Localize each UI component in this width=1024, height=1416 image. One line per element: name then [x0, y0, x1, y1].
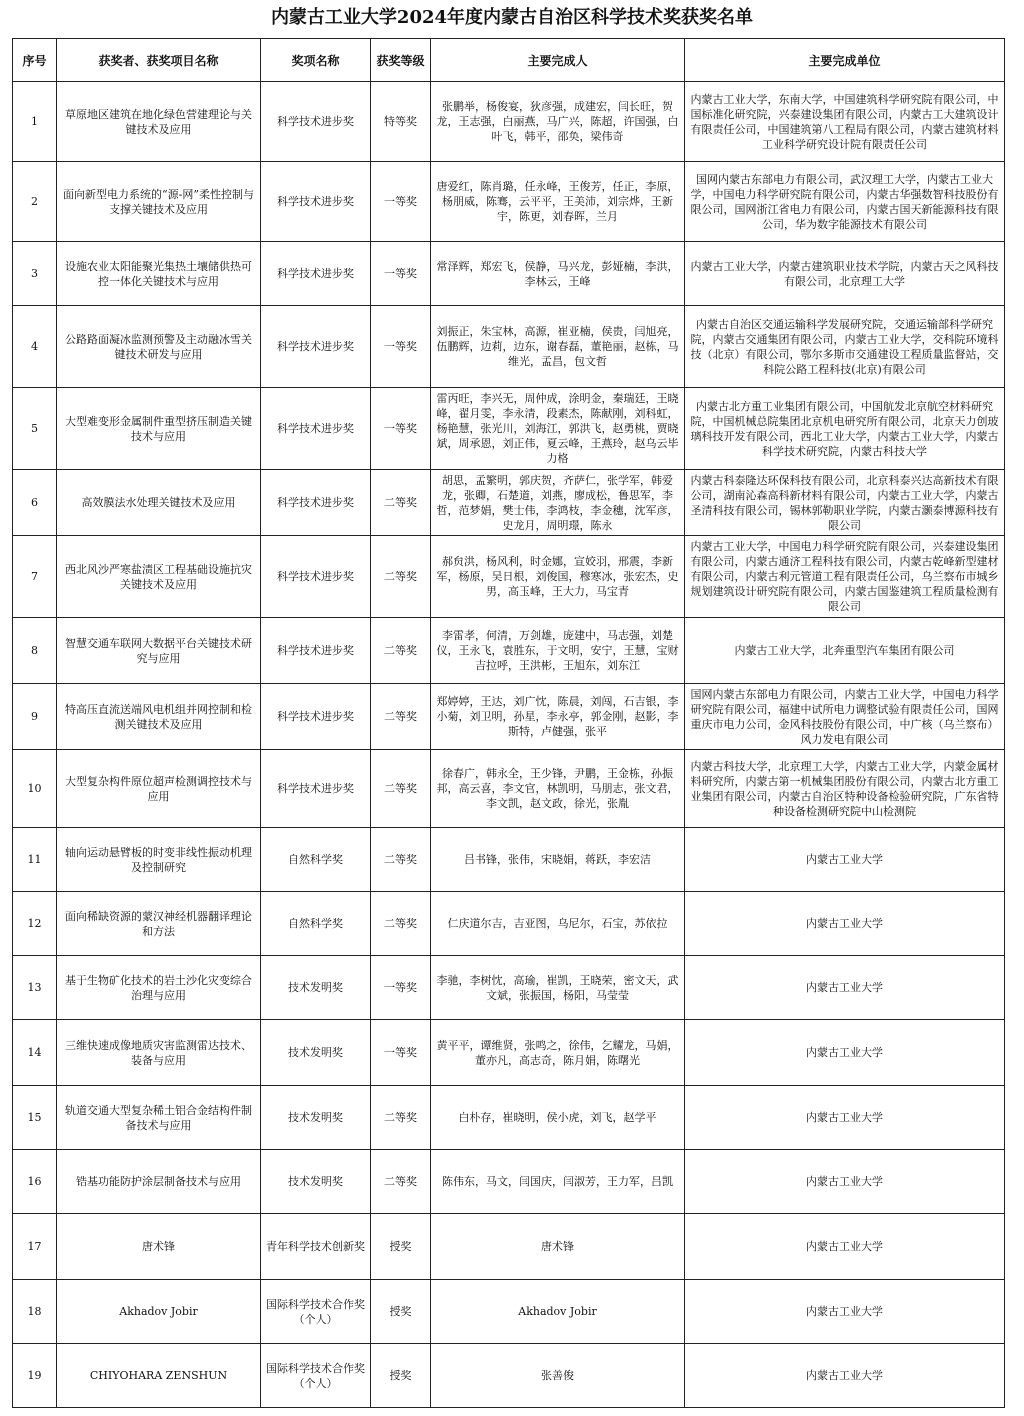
cell-award-level: [371, 242, 431, 306]
header-units: 主要完成单位: [685, 39, 1005, 82]
cell-award-level: [371, 306, 431, 388]
cell-award-name: [261, 892, 371, 956]
cell-award-name: [261, 1344, 371, 1408]
cell-award-level: [371, 536, 431, 618]
cell-project-name: [57, 1214, 261, 1280]
cell-main-units: [685, 242, 1005, 306]
cell-no-text: 8: [31, 644, 38, 657]
cell-award-level-text: 二等奖: [384, 644, 417, 657]
cell-project-name: [57, 750, 261, 828]
cell-award-level-text: 一等奖: [384, 340, 417, 353]
cell-project-name: [57, 388, 261, 470]
cell-award-name: [261, 242, 371, 306]
cell-main-people: [431, 388, 685, 470]
cell-award-name-text: 科学技术进步奖: [277, 115, 354, 128]
header-project: 获奖者、获奖项目名称: [57, 39, 261, 82]
cell-main-units: [685, 470, 1005, 536]
table-row: [13, 956, 1005, 1020]
header-no: 序号: [13, 39, 57, 82]
table-row: [13, 388, 1005, 470]
cell-no-text: 5: [31, 422, 38, 435]
cell-project-name-text: 大型难变形金属制件重型挤压制造关键技术与应用: [65, 414, 252, 443]
cell-project-name-text: 面向稀缺资源的蒙汉神经机器翻译理论和方法: [65, 909, 252, 938]
cell-main-units: [685, 162, 1005, 242]
cell-no: [13, 618, 57, 684]
cell-award-level-text: 二等奖: [384, 917, 417, 930]
cell-no: [13, 892, 57, 956]
cell-no-text: 2: [31, 195, 38, 208]
cell-award-level-text: 二等奖: [384, 710, 417, 723]
cell-award-level: [371, 684, 431, 750]
cell-award-level-text: 一等奖: [384, 195, 417, 208]
cell-main-people-text: 吕书锋，张伟，宋晓娟，蒋跃，李宏洁: [464, 853, 651, 866]
table-row: [13, 306, 1005, 388]
cell-main-units: [685, 684, 1005, 750]
cell-award-name-text: 科学技术进步奖: [277, 496, 354, 509]
cell-no: [13, 536, 57, 618]
cell-project-name-text: 三维快速成像地质灾害监测雷达技术、装备与应用: [65, 1038, 252, 1067]
cell-main-people: [431, 306, 685, 388]
cell-award-name-text: 技术发明奖: [288, 981, 343, 994]
cell-award-level: [371, 1214, 431, 1280]
cell-main-units-text: 内蒙古工业大学，内蒙古建筑职业技术学院，内蒙古天之风科技有限公司，北京理工大学: [690, 259, 999, 288]
cell-no: [13, 1086, 57, 1150]
cell-no-text: 17: [27, 1240, 42, 1253]
cell-main-units-text: 内蒙古工业大学，中国电力科学研究院有限公司，兴泰建设集团有限公司，内蒙古通济工程科技有限公司，内蒙古乾峰新型建材有限公司，内蒙古利元管道工程有限责任公司，乌兰察布市城乡规划建筑设计研究院有限公司，内蒙古国鉴建筑工程质量检测有限公司: [690, 540, 999, 613]
cell-project-name-text: 草原地区建筑在地化绿色营建理论与关键技术及应用: [65, 107, 252, 136]
cell-no-text: 12: [27, 917, 42, 930]
cell-award-level-text: 一等奖: [384, 267, 417, 280]
cell-project-name-text: 基于生物矿化技术的岩土沙化灾变综合治理与应用: [65, 973, 252, 1002]
header-level: 获奖等级: [371, 39, 431, 82]
cell-no-text: 10: [27, 782, 42, 795]
cell-main-people-text: 白朴存，崔晓明，侯小虎，刘飞，赵学平: [458, 1111, 657, 1124]
cell-main-people: [431, 470, 685, 536]
cell-main-people-text: 陈伟东，马文，闫国庆，闫淑芳，王力军，吕凯: [442, 1175, 673, 1188]
cell-project-name: [57, 1086, 261, 1150]
cell-main-people: [431, 536, 685, 618]
cell-main-units: [685, 1020, 1005, 1086]
cell-award-level: [371, 618, 431, 684]
cell-award-name: [261, 1020, 371, 1086]
cell-no-text: 15: [27, 1111, 42, 1124]
cell-main-people: [431, 1214, 685, 1280]
cell-main-people: [431, 162, 685, 242]
cell-project-name-text: 高效膜法水处理关键技术及应用: [81, 496, 236, 509]
cell-main-units-text: 内蒙古工业大学: [806, 1046, 883, 1059]
cell-award-name: [261, 1280, 371, 1344]
cell-main-people-text: 李雷孝，何清，万剑雄，庞建中，马志强，刘楚仪，王永飞，袁胜东，于文明，安宁，王慧，宝财吉拉呼，王洪彬，王旭东，刘东江: [436, 629, 679, 672]
cell-project-name: [57, 1344, 261, 1408]
cell-project-name-text: 锆基功能防护涂层制备技术与应用: [76, 1175, 241, 1188]
cell-award-name-text: 科学技术进步奖: [277, 422, 354, 435]
cell-award-level: [371, 828, 431, 892]
cell-main-people-text: 郝贠洪，杨风利，时金娜，宣姣羽，邢震，李新军，杨原，吴日根，刘俊国，穆寒冰，张宏杰，史男，高玉峰，王大力，马宝青: [436, 555, 679, 598]
cell-project-name-text: 设施农业太阳能聚光集热土壤储供热可控一体化关键技术与应用: [65, 259, 252, 288]
table-row: [13, 750, 1005, 828]
table-row: [13, 1344, 1005, 1408]
cell-award-name-text: 自然科学奖: [288, 917, 343, 930]
cell-no: [13, 828, 57, 892]
cell-main-units-text: 国网内蒙古东部电力有限公司，武汉理工大学，内蒙古工业大学，中国电力科学研究院有限公司，内蒙古华强数智科技股份有限公司，国网浙江省电力有限公司，内蒙古国天新能源科技有限公司，华为数字能源技术有限公司: [690, 172, 999, 231]
cell-main-people: [431, 82, 685, 162]
cell-main-people-text: Akhadov Jobir: [518, 1305, 597, 1318]
cell-award-name-text: 科学技术进步奖: [277, 710, 354, 723]
cell-no: [13, 470, 57, 536]
cell-main-units: [685, 1214, 1005, 1280]
cell-award-level: [371, 892, 431, 956]
cell-award-name: [261, 1214, 371, 1280]
cell-main-people: [431, 1150, 685, 1214]
cell-main-units-text: 内蒙古工业大学: [806, 853, 883, 866]
cell-award-level: [371, 1150, 431, 1214]
cell-main-people-text: 雷丙旺，李兴无，周仲成，涂明金，秦瑞廷，王晓峰，翟月雯，李永清，段素杰，陈献刚，刘科虹，杨艳慧，张光川，刘海江，郭洪飞，赵勇桃，贾晓斌，周承恩，刘正伟，夏云峰，王燕玲，赵乌云毕力格: [436, 392, 679, 465]
cell-award-level-text: 授奖: [389, 1369, 412, 1382]
cell-award-name: [261, 1150, 371, 1214]
cell-no: [13, 1344, 57, 1408]
cell-project-name: [57, 1280, 261, 1344]
cell-award-level: [371, 388, 431, 470]
cell-project-name: [57, 162, 261, 242]
cell-main-people: [431, 1280, 685, 1344]
cell-main-units-text: 内蒙古北方重工业集团有限公司，中国航发北京航空材料研究院，中国机械总院集团北京机电研究所有限公司，北京天力创玻璃科技开发有限公司，西北工业大学，内蒙古工业大学，内蒙古科学技术研究院，内蒙古科技大学: [690, 399, 999, 458]
cell-no-text: 18: [27, 1305, 42, 1318]
cell-project-name-text: Akhadov Jobir: [119, 1305, 198, 1318]
cell-main-units-text: 内蒙古工业大学: [806, 1175, 883, 1188]
cell-award-level-text: 二等奖: [384, 1175, 417, 1188]
cell-main-people-text: 仁庆道尔吉，吉亚图，乌尼尔，石宝，苏依拉: [447, 917, 668, 930]
cell-main-units-text: 内蒙古工业大学: [806, 917, 883, 930]
cell-project-name: [57, 470, 261, 536]
cell-main-units-text: 内蒙古自治区交通运输科学发展研究院，交通运输部科学研究院，内蒙古交通集团有限公司，内蒙古工业大学，交科院环境科技（北京）有限公司，鄂尔多斯市交通建设工程质量监督站，交科院公路工程科技(北京)有限公司: [690, 317, 999, 376]
cell-project-name-text: 唐术锋: [142, 1240, 175, 1253]
cell-main-people: [431, 1344, 685, 1408]
cell-award-name: [261, 306, 371, 388]
table-row: [13, 828, 1005, 892]
cell-award-level-text: 授奖: [389, 1305, 412, 1318]
cell-project-name: [57, 828, 261, 892]
cell-project-name-text: 西北风沙严寒盐渍区工程基础设施抗灾关键技术及应用: [65, 562, 252, 591]
cell-project-name-text: CHIYOHARA ZENSHUN: [89, 1369, 228, 1382]
cell-main-units-text: 内蒙古科技大学，北京理工大学，内蒙古工业大学，内蒙金属材料研究所，内蒙古第一机械集团股份有限公司，内蒙古北方重工业集团有限公司，内蒙古自治区特种设备检验研究院，广东省特种设备检测研究院中山检测院: [690, 759, 999, 818]
cell-award-level: [371, 470, 431, 536]
cell-main-people: [431, 956, 685, 1020]
cell-project-name-text: 大型复杂构件原位超声检测调控技术与应用: [65, 774, 252, 803]
cell-main-people: [431, 1086, 685, 1150]
cell-main-units-text: 内蒙古工业大学: [806, 1240, 883, 1253]
cell-project-name: [57, 892, 261, 956]
cell-no-text: 6: [31, 496, 38, 509]
cell-award-level: [371, 82, 431, 162]
document-title: 内蒙古工业大学2024年度内蒙古自治区科学技术奖获奖名单: [270, 7, 754, 28]
cell-no-text: 16: [27, 1175, 42, 1188]
cell-main-units-text: 内蒙古工业大学: [806, 1111, 883, 1124]
cell-main-units: [685, 750, 1005, 828]
cell-award-level-text: 特等奖: [384, 115, 417, 128]
cell-main-units: [685, 388, 1005, 470]
cell-project-name: [57, 618, 261, 684]
cell-award-name: [261, 750, 371, 828]
cell-main-people: [431, 1020, 685, 1086]
cell-award-level: [371, 750, 431, 828]
cell-main-people: [431, 618, 685, 684]
cell-main-units: [685, 82, 1005, 162]
cell-award-name: [261, 388, 371, 470]
cell-main-people: [431, 684, 685, 750]
cell-main-units: [685, 1086, 1005, 1150]
cell-no-text: 19: [27, 1369, 42, 1382]
table-row: [13, 1214, 1005, 1280]
cell-main-units: [685, 892, 1005, 956]
header-people: 主要完成人: [431, 39, 685, 82]
cell-main-people-text: 常泽辉，郑宏飞，侯静，马兴龙，彭娅楠，李洪，李林云，王峰: [436, 259, 679, 288]
cell-main-people-text: 张善俊: [541, 1369, 574, 1382]
cell-no-text: 14: [27, 1046, 42, 1059]
cell-project-name-text: 面向新型电力系统的“源-网”柔性控制与支撑关键技术及应用: [63, 187, 254, 216]
cell-award-level-text: 二等奖: [384, 570, 417, 583]
cell-award-level-text: 授奖: [389, 1240, 412, 1253]
cell-main-units: [685, 306, 1005, 388]
cell-project-name: [57, 956, 261, 1020]
cell-main-people-text: 郑婷婷，王达，刘广忱，陈晨，刘闯，石吉银，李小菊，刘卫明，孙星，李永亭，郭金刚，赵影，李斯特，卢健强，张平: [436, 695, 679, 738]
table-row: [13, 162, 1005, 242]
cell-no-text: 9: [31, 710, 38, 723]
cell-main-people: [431, 892, 685, 956]
cell-main-people-text: 张鹏举，杨俊宴，狄彦强，成建宏，闫长旺，贺龙，王志强，白丽燕，马广兴，陈超，许国强，白叶飞，韩平，邵奂，梁伟奇: [436, 100, 679, 143]
cell-project-name: [57, 242, 261, 306]
cell-main-units-text: 内蒙古工业大学: [806, 981, 883, 994]
cell-main-units-text: 内蒙古工业大学: [806, 1369, 883, 1382]
header-award: 奖项名称: [261, 39, 371, 82]
cell-award-level-text: 二等奖: [384, 782, 417, 795]
cell-award-level: [371, 956, 431, 1020]
table-row: [13, 618, 1005, 684]
table-row: [13, 892, 1005, 956]
cell-main-people-text: 胡思，孟繁明，郭庆贺，齐萨仁，张学军，韩爱龙，张卿，石楚道，刘燕，廖成松，鲁思军，李哲，范梦娟，樊士伟，李鸿枝，李金穗，沈军彦，史龙月，周明璟，陈永: [436, 473, 679, 532]
awards-table: [12, 38, 1005, 1408]
table-row: [13, 470, 1005, 536]
cell-main-people-text: 刘振正，朱宝林，高源，崔亚楠，侯贵，闫旭亮，伍鹏辉，边莉，边东，谢春磊，董艳丽，赵栋，马维光，孟昌，包文哲: [436, 325, 679, 368]
cell-award-name-text: 青年科学技术创新奖: [266, 1240, 365, 1253]
cell-award-level-text: 二等奖: [384, 1111, 417, 1124]
cell-project-name: [57, 684, 261, 750]
cell-main-units-text: 国网内蒙古东部电力有限公司，内蒙古工业大学，中国电力科学研究院有限公司，福建中试所电力调整试验有限责任公司，国网重庆市电力公司，金风科技股份有限公司，中广核（乌兰察布）风力发电有限公司: [690, 687, 999, 746]
cell-main-people-text: 唐爱红，陈肖璐，任永峰，王俊芳，任正，李原，杨朋威，陈骞，云平平，王美沛，刘宗烨，王新宇，陈更，刘春晖，兰月: [436, 180, 679, 223]
cell-project-name-text: 智慧交通车联网大数据平台关键技术研究与应用: [65, 636, 252, 665]
cell-award-name-text: 科学技术进步奖: [277, 340, 354, 353]
cell-award-name-text: 自然科学奖: [288, 853, 343, 866]
cell-no-text: 13: [27, 981, 42, 994]
cell-award-name-text: 科学技术进步奖: [277, 267, 354, 280]
cell-main-people: [431, 828, 685, 892]
table-header-row: [13, 39, 1005, 82]
cell-award-name-text: 国际科学技术合作奖（个人）: [266, 1297, 365, 1326]
cell-award-level-text: 一等奖: [384, 1046, 417, 1059]
cell-no-text: 4: [31, 340, 38, 353]
cell-no: [13, 242, 57, 306]
cell-main-people-text: 唐术锋: [541, 1240, 574, 1253]
cell-main-people-text: 徐春广，韩永全，王少锋，尹鹏，王金栋，孙振邦，高云喜，李文官，林凯明，马朋志，张文君，李文凯，赵文政，徐光，张胤: [436, 767, 679, 810]
cell-award-name: [261, 162, 371, 242]
cell-no: [13, 388, 57, 470]
cell-main-people-text: 黄平平，谭维贤，张鸣之，徐伟，乞耀龙，马娟，董亦凡，高志奇，陈月娟，陈曙光: [436, 1038, 679, 1067]
table-row: [13, 1280, 1005, 1344]
cell-project-name: [57, 306, 261, 388]
cell-main-units: [685, 1280, 1005, 1344]
cell-main-units: [685, 956, 1005, 1020]
cell-main-units: [685, 618, 1005, 684]
cell-award-level-text: 二等奖: [384, 853, 417, 866]
cell-main-units-text: 内蒙古工业大学: [806, 1305, 883, 1318]
cell-award-level: [371, 1020, 431, 1086]
cell-main-units: [685, 828, 1005, 892]
cell-main-people: [431, 750, 685, 828]
cell-award-level: [371, 1086, 431, 1150]
cell-no: [13, 82, 57, 162]
table-row: [13, 1150, 1005, 1214]
cell-no: [13, 750, 57, 828]
table-row: [13, 82, 1005, 162]
cell-award-name: [261, 956, 371, 1020]
cell-project-name: [57, 82, 261, 162]
cell-award-name-text: 技术发明奖: [288, 1175, 343, 1188]
cell-award-name: [261, 470, 371, 536]
cell-award-name: [261, 684, 371, 750]
cell-main-people: [431, 242, 685, 306]
cell-no: [13, 684, 57, 750]
table-row: [13, 1086, 1005, 1150]
table-row: [13, 684, 1005, 750]
cell-award-name-text: 科学技术进步奖: [277, 644, 354, 657]
cell-project-name-text: 公路路面凝冰监测预警及主动融冰雪关键技术研发与应用: [65, 332, 252, 361]
cell-project-name: [57, 1150, 261, 1214]
cell-no: [13, 306, 57, 388]
cell-no-text: 7: [31, 570, 38, 583]
cell-project-name-text: 轴向运动悬臂板的时变非线性振动机理及控制研究: [65, 845, 252, 874]
cell-main-units: [685, 1344, 1005, 1408]
cell-no: [13, 1280, 57, 1344]
table-row: [13, 1020, 1005, 1086]
cell-award-name: [261, 82, 371, 162]
cell-award-name: [261, 828, 371, 892]
cell-award-name: [261, 618, 371, 684]
cell-award-name-text: 技术发明奖: [288, 1111, 343, 1124]
cell-no: [13, 956, 57, 1020]
cell-main-units: [685, 1150, 1005, 1214]
cell-award-level-text: 二等奖: [384, 496, 417, 509]
cell-no-text: 11: [27, 853, 42, 866]
cell-award-name: [261, 1086, 371, 1150]
table-row: [13, 242, 1005, 306]
cell-project-name-text: 轨道交通大型复杂稀土铝合金结构件制备技术与应用: [65, 1103, 252, 1132]
cell-award-name-text: 科学技术进步奖: [277, 570, 354, 583]
cell-no: [13, 162, 57, 242]
cell-no: [13, 1020, 57, 1086]
table-row: [13, 536, 1005, 618]
cell-main-units: [685, 536, 1005, 618]
cell-award-level: [371, 1344, 431, 1408]
cell-no: [13, 1150, 57, 1214]
cell-award-level: [371, 162, 431, 242]
cell-no-text: 3: [31, 267, 38, 280]
cell-main-units-text: 内蒙古工业大学，北奔重型汽车集团有限公司: [734, 644, 955, 657]
cell-no: [13, 1214, 57, 1280]
cell-award-name-text: 科学技术进步奖: [277, 195, 354, 208]
cell-award-name-text: 科学技术进步奖: [277, 782, 354, 795]
cell-project-name-text: 特高压直流送端风电机组并网控制和检测关键技术及应用: [65, 702, 252, 731]
cell-award-name-text: 国际科学技术合作奖（个人）: [266, 1361, 365, 1390]
cell-main-people-text: 李驰，李树忱，高瑜，崔凯，王晓荣，密文天，武文斌，张振国，杨阳，马莹莹: [436, 973, 679, 1002]
table-body: [13, 82, 1005, 1408]
cell-award-level-text: 一等奖: [384, 981, 417, 994]
cell-main-units-text: 内蒙古工业大学，东南大学，中国建筑科学研究院有限公司，中国标准化研究院，兴泰建设集团有限公司，内蒙古工大建筑设计有限责任公司，中国建筑第八工程局有限公司，内蒙古建筑材料工业科学研究设计院有限责任公司: [690, 92, 999, 151]
cell-award-level: [371, 1280, 431, 1344]
cell-project-name: [57, 536, 261, 618]
cell-award-name: [261, 536, 371, 618]
cell-main-units-text: 内蒙古科泰隆达环保科技有限公司，北京科泰兴达高新技术有限公司，湖南沁森高科新材料有限公司，内蒙古工业大学，内蒙古圣清科技有限公司，锡林郭勒职业学院，内蒙古灏泰博源科技有限公司: [690, 473, 999, 532]
cell-project-name: [57, 1020, 261, 1086]
cell-no-text: 1: [31, 115, 38, 128]
cell-award-name-text: 技术发明奖: [288, 1046, 343, 1059]
cell-award-level-text: 一等奖: [384, 422, 417, 435]
